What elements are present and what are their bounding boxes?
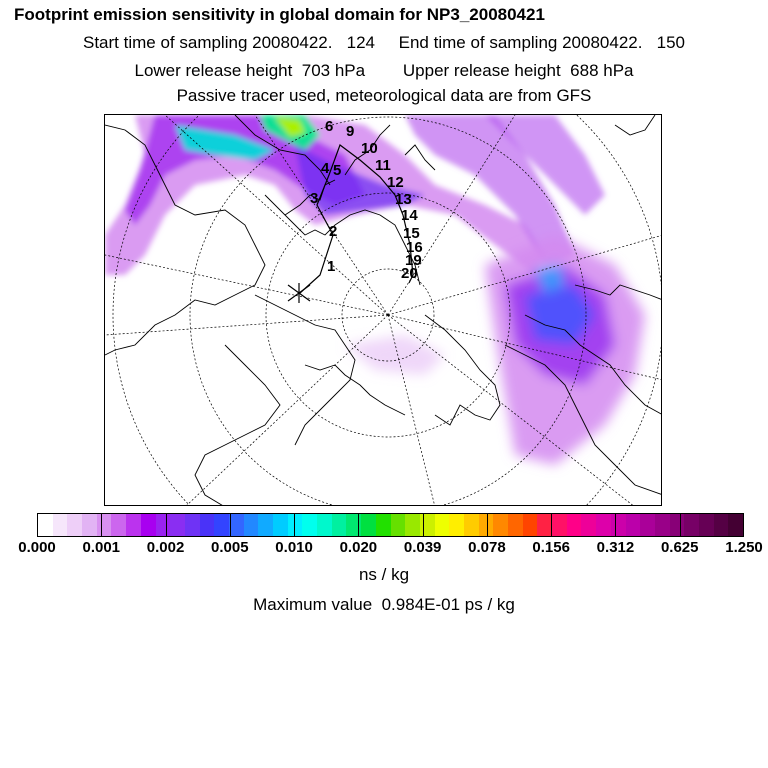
trajectory-label: 12 <box>387 174 404 191</box>
footprint-map <box>104 114 662 506</box>
colorbar-swatch <box>684 514 699 536</box>
colorbar-swatch <box>53 514 68 536</box>
colorbar-separator <box>101 513 102 537</box>
trajectory-label: 20 <box>401 265 418 282</box>
colorbar-swatch <box>376 514 391 536</box>
colorbar-swatch <box>435 514 450 536</box>
colorbar-swatch <box>508 514 523 536</box>
trajectory-label: 10 <box>361 140 378 157</box>
tracer-info-line: Passive tracer used, meteorological data are from GFS <box>176 86 592 105</box>
colorbar-tick-label: 0.156 <box>532 539 570 556</box>
sampling-time-line: Start time of sampling 20080422. 124 End time of sampling 20080422. 150 <box>83 33 685 52</box>
trajectory-label: 19 <box>405 252 422 269</box>
colorbar-swatch <box>581 514 596 536</box>
colorbar-tick-label: 0.001 <box>82 539 121 556</box>
colorbar-separator <box>358 513 359 537</box>
colorbar-swatch <box>449 514 464 536</box>
trajectory-label: 14 <box>401 207 418 224</box>
colorbar-tick-label: 0.010 <box>275 539 313 556</box>
trajectory-label: 6 <box>325 118 334 135</box>
trajectory-label: 5 <box>333 162 342 179</box>
colorbar-swatch <box>111 514 126 536</box>
colorbar-swatch <box>361 514 376 536</box>
colorbar-swatch <box>552 514 567 536</box>
colorbar-swatch <box>258 514 273 536</box>
colorbar-separator <box>680 513 681 537</box>
colorbar-tick-label: 0.000 <box>18 539 56 556</box>
colorbar-swatch <box>699 514 714 536</box>
colorbar <box>37 513 744 537</box>
colorbar-separator <box>615 513 616 537</box>
colorbar-swatch <box>229 514 244 536</box>
sensitivity-plume-east <box>345 235 645 465</box>
colorbar-separator <box>230 513 231 537</box>
colorbar-swatch <box>596 514 611 536</box>
colorbar-swatch <box>67 514 82 536</box>
colorbar-swatch <box>141 514 156 536</box>
colorbar-swatch <box>200 514 215 536</box>
trajectory-label: 1 <box>327 258 336 275</box>
colorbar-separator <box>551 513 552 537</box>
release-location-marker <box>288 283 310 303</box>
colorbar-swatch <box>405 514 420 536</box>
colorbar-swatch <box>126 514 141 536</box>
colorbar-swatch <box>537 514 552 536</box>
colorbar-separator <box>166 513 167 537</box>
trajectory-label: 11 <box>375 157 391 174</box>
colorbar-swatch <box>170 514 185 536</box>
colorbar-swatch <box>567 514 582 536</box>
colorbar-swatch <box>714 514 729 536</box>
colorbar-swatch <box>611 514 626 536</box>
colorbar-swatch <box>317 514 332 536</box>
colorbar-tick-label: 0.002 <box>146 539 185 556</box>
trajectory-label: 3 <box>310 190 319 207</box>
colorbar-swatch <box>156 514 171 536</box>
colorbar-swatch <box>670 514 685 536</box>
colorbar-swatch <box>493 514 508 536</box>
colorbar-tick-label: 0.625 <box>660 539 699 556</box>
map-canvas <box>105 115 662 506</box>
trajectory-label: 13 <box>395 191 412 208</box>
colorbar-swatch <box>273 514 288 536</box>
colorbar-swatch <box>523 514 538 536</box>
colorbar-swatch <box>464 514 479 536</box>
trajectory-label: 9 <box>346 123 355 140</box>
colorbar-tick-label: 0.312 <box>596 539 635 556</box>
colorbar-swatch <box>391 514 406 536</box>
trajectory-label: 16 <box>406 239 423 256</box>
colorbar-separator <box>423 513 424 537</box>
colorbar-swatch <box>655 514 670 536</box>
colorbar-swatch <box>626 514 641 536</box>
colorbar-separator <box>294 513 295 537</box>
colorbar-units: ns / kg <box>358 565 410 584</box>
colorbar-swatch <box>82 514 97 536</box>
colorbar-swatch <box>244 514 259 536</box>
map-title: Footprint emission sensitivity in global domain for NP3_20080421 <box>14 5 545 24</box>
colorbar-tick-label: 0.020 <box>339 539 378 556</box>
colorbar-tick-label: 0.078 <box>468 539 506 556</box>
colorbar-swatch <box>640 514 655 536</box>
colorbar-swatch <box>302 514 317 536</box>
colorbar-swatch <box>97 514 112 536</box>
maximum-value-text: Maximum value 0.984E-01 ps / kg <box>253 595 515 614</box>
colorbar-swatch <box>214 514 229 536</box>
release-height-line: Lower release height 703 hPa Upper release height 688 hPa <box>134 61 634 80</box>
colorbar-tick-label: 0.039 <box>403 539 442 556</box>
colorbar-swatch <box>728 514 743 536</box>
colorbar-tick-label: 0.005 <box>211 539 249 556</box>
trajectory-label: 2 <box>329 223 338 240</box>
colorbar-swatch <box>332 514 347 536</box>
colorbar-tick-label: 1.250 <box>725 539 763 556</box>
colorbar-swatch <box>185 514 200 536</box>
colorbar-swatch <box>38 514 53 536</box>
trajectory-label: 4 <box>321 160 330 177</box>
trajectory-label: 15 <box>403 225 420 242</box>
colorbar-separator <box>487 513 488 537</box>
